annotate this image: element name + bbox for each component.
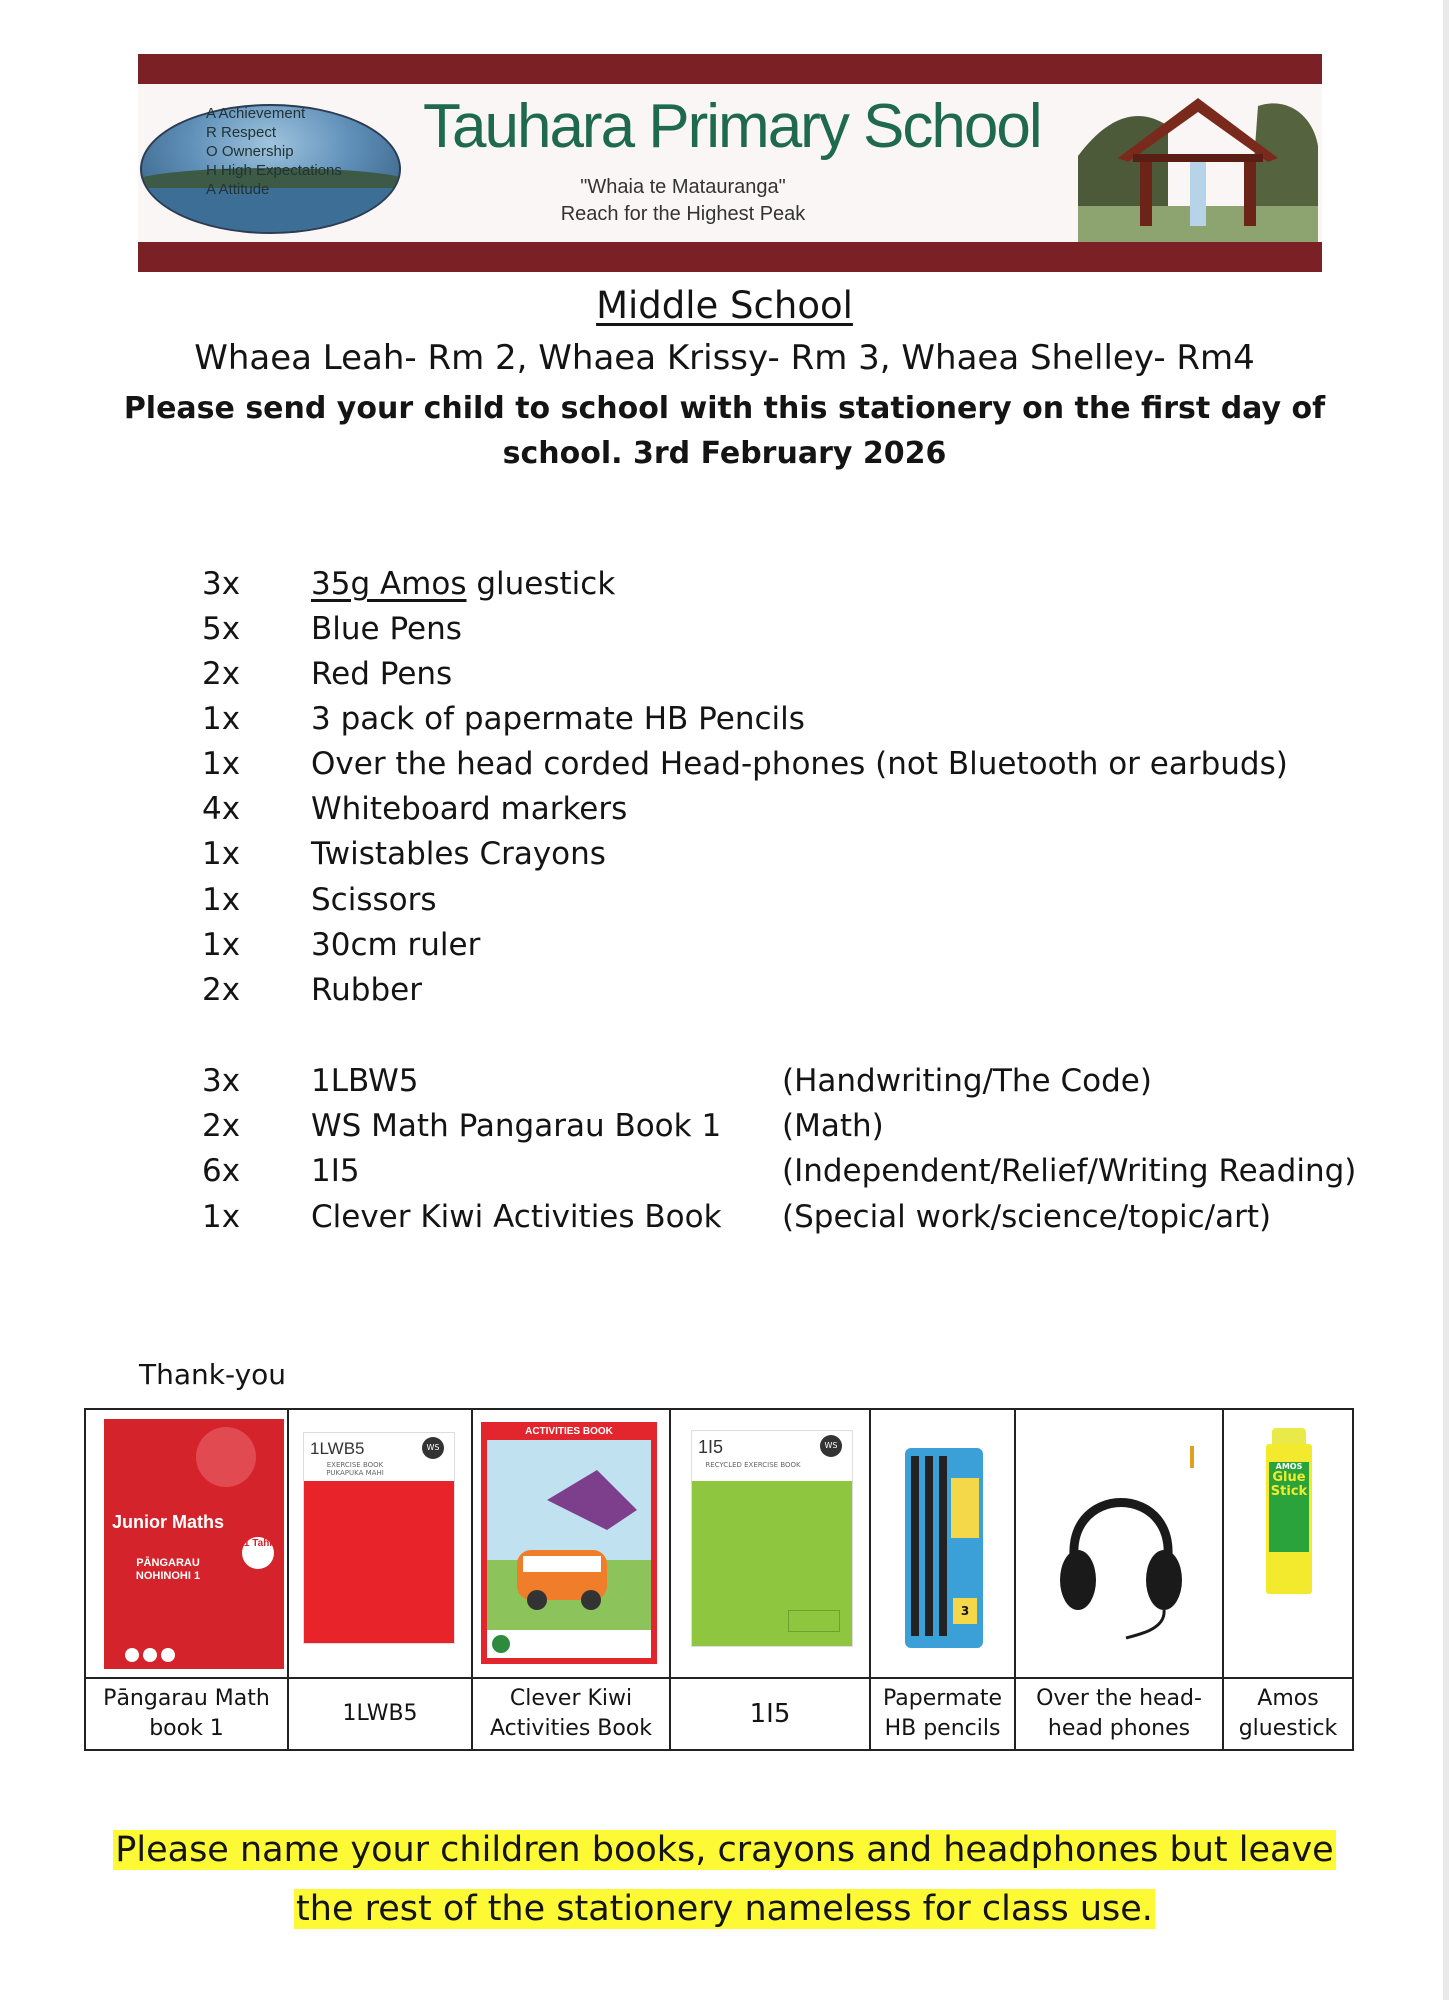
value-achievement: A Achievement (206, 105, 306, 122)
pack-label (951, 1478, 979, 1538)
book-quantity: 2x (202, 1108, 241, 1144)
gluestick-label (1269, 1462, 1309, 1552)
headphones-image (1056, 1450, 1186, 1640)
book-name: 1LBW5 (311, 1063, 419, 1099)
value-ownership: O Ownership (206, 143, 294, 160)
school-motto (423, 174, 943, 228)
page-title: Middle School (596, 284, 853, 327)
product-image-cell (870, 1409, 1015, 1678)
note-line-1-text: Please name your children books, crayons and headphones but leave (115, 1830, 1334, 1870)
product-image-table (84, 1408, 1354, 1751)
item-quantity: 1x (202, 701, 241, 737)
product-image-row (85, 1409, 1353, 1678)
thank-you: Thank-you (139, 1358, 287, 1391)
book-purpose: (Handwriting/The Code) (782, 1063, 1152, 1099)
list-item (0, 742, 1449, 786)
product-caption: Amos gluestick (1223, 1678, 1353, 1750)
gluestick-body (1266, 1444, 1312, 1594)
item-quantity: 1x (202, 836, 241, 872)
book-name: WS Math Pangarau Book 1 (311, 1108, 722, 1144)
teachers-line: Whaea Leah- Rm 2, Whaea Krissy- Rm 3, Whaea Shelley- Rm4 (194, 338, 1255, 378)
cover-dots (110, 1647, 190, 1663)
item-name: Scissors (311, 882, 437, 918)
cover-red-panel (304, 1481, 454, 1643)
pack-count: 3 (953, 1598, 977, 1624)
book-purpose: (Math) (782, 1108, 884, 1144)
banner-top-stripe (138, 54, 1322, 84)
school-banner (138, 54, 1322, 272)
book-quantity: 3x (202, 1063, 241, 1099)
book-item (0, 1104, 1449, 1148)
cover-subtitle: PĀNGARAU NOHINOHI 1 (135, 1557, 201, 1582)
list-item (0, 607, 1449, 651)
banner-bottom-stripe (138, 242, 1322, 272)
item-name-rest: gluestick (466, 566, 616, 602)
product-caption: 1LWB5 (288, 1678, 472, 1750)
cover-subtitle: RECYCLED EXERCISE BOOK (705, 1461, 801, 1469)
motto-english: Reach for the Highest Peak (560, 203, 806, 225)
item-name (311, 562, 615, 606)
list-item (0, 832, 1449, 876)
product-image-cell (670, 1409, 870, 1678)
note-line-2 (0, 1880, 1449, 1939)
product-caption: Over the head-head phones (1015, 1678, 1223, 1750)
cover-badge: 1 Tahi (242, 1537, 274, 1569)
i5-book-image (691, 1430, 853, 1647)
papermate-pencils-image (905, 1448, 983, 1648)
gluestick-title: Glue Stick (1270, 1470, 1308, 1499)
pencil (939, 1456, 947, 1636)
book-item (0, 1149, 1449, 1193)
product-caption: Pāngarau Math book 1 (85, 1678, 288, 1750)
item-brand: 35g Amos (311, 566, 467, 602)
note-line-1 (0, 1821, 1449, 1880)
instructions-line-2: school. 3rd February 2026 (502, 436, 947, 471)
item-quantity: 1x (202, 927, 241, 963)
item-name: 30cm ruler (311, 927, 481, 963)
product-image-cell (472, 1409, 670, 1678)
product-caption: Papermate HB pencils (870, 1678, 1015, 1750)
product-image-cell (85, 1409, 288, 1678)
cover-title: ACTIVITIES BOOK (525, 1426, 613, 1437)
waharoa-gate-image (1078, 86, 1318, 242)
ws-badge: WS (820, 1435, 842, 1457)
item-name: Rubber (311, 972, 422, 1008)
list-item (0, 878, 1449, 922)
lwb5-book-image (303, 1432, 455, 1644)
item-quantity: 2x (202, 656, 241, 692)
school-name: Tauhara Primary School (423, 92, 1041, 161)
pencil (925, 1456, 933, 1636)
item-name: Red Pens (311, 656, 453, 692)
value-high-expectations: H High Expectations (206, 162, 342, 179)
book-item (0, 1195, 1449, 1239)
amos-gluestick-image (1266, 1428, 1312, 1598)
item-name: Twistables Crayons (311, 836, 606, 872)
book-name: Clever Kiwi Activities Book (311, 1199, 722, 1235)
product-image-cell (288, 1409, 472, 1678)
instructions (0, 386, 1449, 476)
product-caption-row (85, 1678, 1353, 1750)
item-quantity: 2x (202, 972, 241, 1008)
item-name: Over the head corded Head-phones (not Bluetooth or earbuds) (311, 746, 1288, 782)
naming-note (0, 1821, 1449, 1939)
cover-title: Junior Maths (111, 1512, 224, 1532)
item-quantity: 1x (202, 746, 241, 782)
pencil (911, 1456, 919, 1636)
gluestick-brand: AMOS (1275, 1462, 1303, 1471)
cover-illustration (487, 1440, 651, 1658)
name-box (788, 1610, 840, 1632)
book-quantity: 6x (202, 1153, 241, 1189)
book-purpose: (Special work/science/topic/art) (782, 1199, 1272, 1235)
book-item (0, 1059, 1449, 1103)
cover-circle (196, 1427, 256, 1487)
note-line-2-text: the rest of the stationery nameless for class use. (296, 1889, 1153, 1929)
item-quantity: 4x (202, 791, 241, 827)
cover-subtitle: EXERCISE BOOK PUKAPUKA MAHI (326, 1461, 384, 1477)
clever-kiwi-book-image (481, 1422, 657, 1664)
product-image-cell (1015, 1409, 1223, 1678)
item-quantity: 1x (202, 882, 241, 918)
book-purpose: (Independent/Relief/Writing Reading) (782, 1153, 1357, 1189)
cover-code: 1I5 (698, 1437, 724, 1457)
school-values (206, 104, 342, 199)
list-item (0, 697, 1449, 741)
value-attitude: A Attitude (206, 181, 270, 198)
item-name: 3 pack of papermate HB Pencils (311, 701, 805, 737)
product-caption: Clever Kiwi Activities Book (472, 1678, 670, 1750)
pangarau-book-image (104, 1419, 284, 1669)
book-quantity: 1x (202, 1199, 241, 1235)
item-quantity: 5x (202, 611, 241, 647)
value-respect: R Respect (206, 124, 277, 141)
item-name: Blue Pens (311, 611, 462, 647)
list-item (0, 787, 1449, 831)
headphone-plug (1190, 1446, 1194, 1468)
ws-badge: WS (422, 1437, 444, 1459)
list-item (0, 562, 1449, 606)
item-quantity: 3x (202, 566, 241, 602)
product-caption: 1I5 (670, 1678, 870, 1750)
cover-green-panel (692, 1481, 852, 1646)
product-image-cell (1223, 1409, 1353, 1678)
motto-maori: "Whaia te Matauranga" (580, 176, 786, 198)
list-item (0, 652, 1449, 696)
list-item (0, 923, 1449, 967)
instructions-line-1: Please send your child to school with this stationery on the first day of (123, 391, 1326, 426)
book-name: 1I5 (311, 1153, 360, 1189)
cover-code: 1LWB5 (310, 1439, 365, 1458)
list-item (0, 968, 1449, 1012)
item-name: Whiteboard markers (311, 791, 628, 827)
